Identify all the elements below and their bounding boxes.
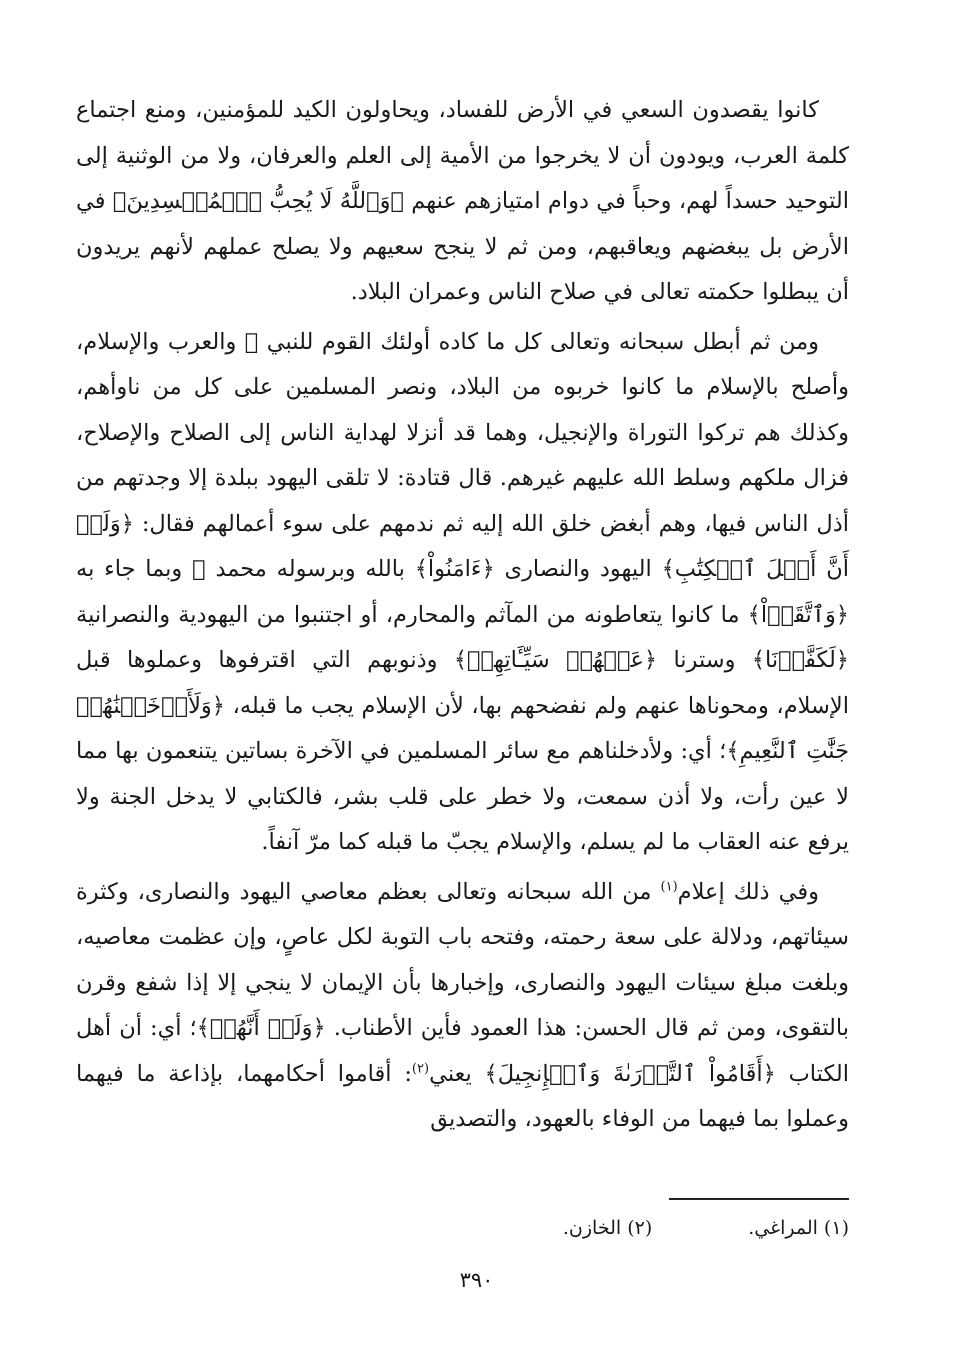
paragraph-3-start: وفي ذلك إعلام xyxy=(677,878,819,905)
footnotes xyxy=(76,1213,849,1243)
paragraph-3-end: : أقاموا أحكامهما، بإذاعة ما فيهما وعملوا بما فيهما من الوفاء بالعهود، والتصديق xyxy=(76,1060,849,1132)
paragraph-3-middle: من الله سبحانه وتعالى بعظم معاصي اليهود والنصارى، وكثرة سيئاتهم، ودلالة على سعة رحمته، وفتحه باب التوبة لكل عاصٍ، وإن عظمت معاصيه، وبلغت مبلغ سيئات اليهود والنصارى، وإخبارها بأن الإيمان لا ينجي إلا إذا شفع وقرن بالتقوى، ومن ثم قال الحسن: هذا العمود فأين الأطناب. ﴿وَلَوۡ أَنَّهُمۡ﴾؛ أي: أن أهل الكتاب ﴿أَقَامُواْ ٱلتَّوۡرَىٰةَ وَٱلۡإِنجِيلَ﴾ يعني xyxy=(76,878,849,1087)
paragraph-3 xyxy=(76,870,849,1143)
footnote-2: (٢) الخازن. xyxy=(562,1217,653,1239)
paragraph-2: ومن ثم أبطل سبحانه وتعالى كل ما كاده أولئك القوم للنبي ﷺ والعرب والإسلام، وأصلح بالإسلام ما كانوا خربوه من البلاد، ونصر المسلمين على كل من ناوأهم، وكذلك هم تركوا التوراة والإنجيل، وهما قد أنزلا لهداية الناس إلى الصلاح والإصلاح، فزال ملكهم وسلط الله عليهم غيرهم. قال قتادة: لا تلقى اليهود ببلدة إلا وجدتهم من أذل الناس فيها، وهم أبغض خلق الله إليه ثم ندمهم على سوء أعمالهم فقال: ﴿وَلَوۡ أَنَّ أَهۡلَ ٱلۡكِتَٰبِ﴾ اليهود والنصارى ﴿ءَامَنُواْ﴾ بالله وبرسوله محمد ﷺ وبما جاء به ﴿وَٱتَّقَوۡاْ﴾ ما كانوا يتعاطونه من المآثم والمحارم، أو اجتنبوا من اليهودية والنصرانية ﴿لَكَفَّرۡنَا﴾ وسترنا ﴿عَنۡهُمۡ سَيِّـَٔاتِهِمۡ﴾ وذنوبهم التي اقترفوها وعملوها قبل الإسلام، ومحوناها عنهم ولم نفضحهم بها، لأن الإسلام يجب ما قبله، ﴿وَلَأَدۡخَلۡنَٰهُمۡ جَنَّٰتِ ٱلنَّعِيمِ﴾؛ أي: ولأدخلناهم مع سائر المسلمين في الآخرة بساتين يتنعمون بها مما لا عين رأت، ولا أذن سمعت، ولا خطر على قلب بشر، فالكتابي لا يدخل الجنة ولا يرفع عنه العقاب ما لم يسلم، والإسلام يجبّ ما قبله كما مرّ آنفاً. xyxy=(76,328,849,855)
paragraph-1: كانوا يقصدون السعي في الأرض للفساد، ويحاولون الكيد للمؤمنين، ومنع اجتماع كلمة العرب، ويودون أن لا يخرجوا من الأمية إلى العلم والعرفان، ولا من الوثنية إلى التوحيد حسداً لهم، وحباً في دوام امتيازهم عنهم ﴿وَٱللَّهُ لَا يُحِبُّ ٱلۡمُفۡسِدِينَ﴾ في الأرض بل يبغضهم ويعاقبهم، ومن ثم لا ينجح سعيهم ولا يصلح عملهم لأنهم يريدون أن يبطلوا حكمته تعالى في صلاح الناس وعمران البلاد. xyxy=(76,97,849,305)
footnote-1: (١) المراغي. xyxy=(748,1217,849,1239)
footnote-marker-2: (٢) xyxy=(411,1061,430,1076)
page-body xyxy=(76,88,849,1147)
footnote-marker-1: (١) xyxy=(660,879,678,894)
footnote-divider xyxy=(669,1198,849,1200)
page-number: ٣٩٠ xyxy=(459,1268,494,1292)
